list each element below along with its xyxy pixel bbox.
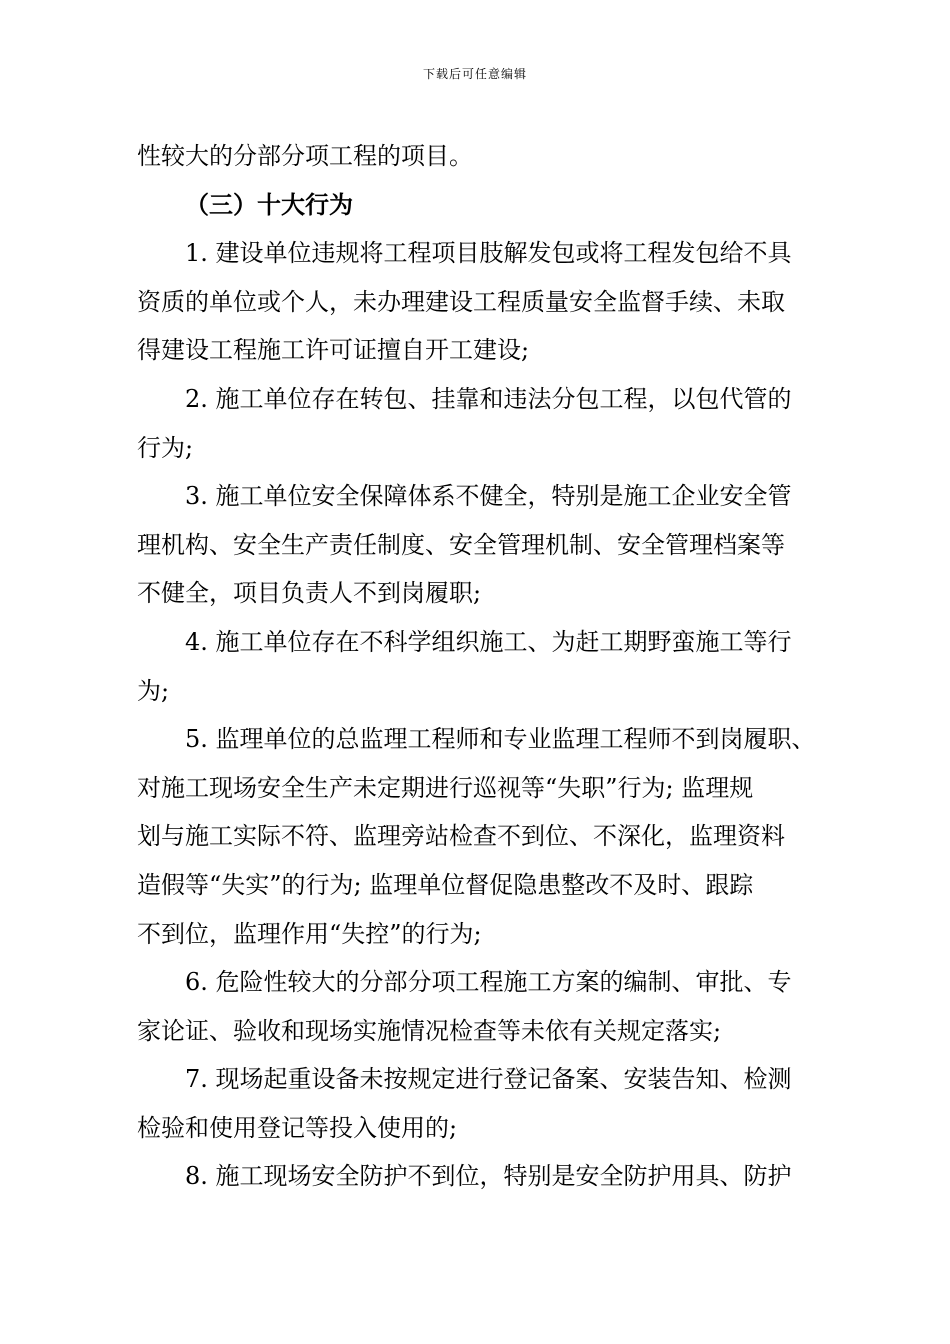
page-header: 下载后可任意编辑 bbox=[422, 67, 527, 81]
item-1-line-3: 得建设工程施工许可证擅自开工建设; bbox=[137, 336, 530, 365]
item-1-line-2: 资质的单位或个人，未办理建设工程质量安全监督手续、未取 bbox=[137, 287, 785, 316]
item-4-line-1: 4. 施工单位存在不科学组织施工、为赶工期野蛮施工等行 bbox=[185, 627, 792, 656]
document-body bbox=[137, 132, 837, 1201]
item-6-line-2: 家论证、验收和现场实施情况检查等未依有关规定落实; bbox=[137, 1016, 722, 1045]
item-5-line-4: 造假等“失实”的行为; 监理单位督促隐患整改不及时、跟踪 bbox=[137, 870, 754, 899]
item-3-line-2: 理机构、安全生产责任制度、安全管理机制、安全管理档案等 bbox=[137, 530, 785, 559]
item-1-line-1: 1. 建设单位违规将工程项目肢解发包或将工程发包给不具 bbox=[185, 239, 792, 268]
text-line: 性较大的分部分项工程的项目。 bbox=[137, 142, 473, 170]
item-5-line-1: 5. 监理单位的总监理工程师和专业监理工程师不到岗履职、 bbox=[185, 725, 816, 754]
item-2-line-2: 行为; bbox=[137, 433, 194, 462]
item-7-line-2: 检验和使用登记等投入使用的; bbox=[137, 1113, 458, 1142]
item-7-line-1: 7. 现场起重设备未按规定进行登记备案、安装告知、检测 bbox=[185, 1065, 792, 1094]
item-3-line-3: 不健全，项目负责人不到岗履职; bbox=[137, 579, 482, 608]
item-6-line-1: 6. 危险性较大的分部分项工程施工方案的编制、审批、专 bbox=[185, 968, 792, 997]
item-4-line-2: 为; bbox=[137, 676, 170, 705]
item-5-line-3: 划与施工实际不符、监理旁站检查不到位、不深化，监理资料 bbox=[137, 822, 785, 851]
item-3-line-1: 3. 施工单位安全保障体系不健全，特别是施工企业安全管 bbox=[185, 482, 792, 511]
item-8-line-1: 8. 施工现场安全防护不到位，特别是安全防护用具、防护 bbox=[185, 1162, 792, 1191]
section-heading: （三）十大行为 bbox=[185, 189, 353, 219]
item-5-line-5: 不到位，监理作用“失控”的行为; bbox=[137, 919, 482, 948]
item-5-line-2: 对施工现场安全生产未定期进行巡视等“失职”行为; 监理规 bbox=[137, 773, 754, 802]
item-2-line-1: 2. 施工单位存在转包、挂靠和违法分包工程，以包代管的 bbox=[185, 384, 792, 413]
